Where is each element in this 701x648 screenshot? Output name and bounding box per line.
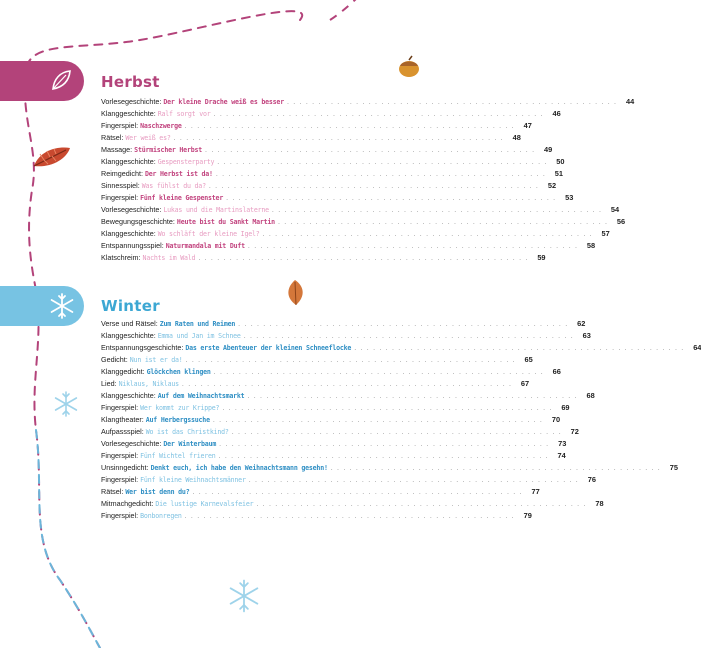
toc-row bbox=[101, 354, 533, 366]
dot-leader: . . . . . . . . . . . . . . . . . . . . . . . . . . . . . . . . . . . . . . . . . . . . . . . . . . . . . bbox=[222, 405, 553, 412]
toc-category: Massage: bbox=[101, 145, 133, 154]
toc-entry-title: Der kleine Drache weiß es besser bbox=[163, 98, 284, 106]
dot-leader: . . . . . . . . . . . . . . . . . . . . . . . . . . . . . . . . . . . . . . . . . . . . . . . . . . . . . bbox=[192, 489, 523, 496]
toc-row bbox=[101, 204, 620, 216]
toc-row bbox=[101, 132, 521, 144]
page-number: 50 bbox=[556, 157, 565, 166]
page-number: 72 bbox=[570, 427, 579, 436]
toc-entry-title: Zum Raten und Reimen bbox=[159, 320, 236, 328]
toc-row bbox=[101, 156, 565, 168]
toc-category: Klanggeschichte: bbox=[101, 229, 156, 238]
page-number: 70 bbox=[551, 415, 561, 424]
toc-row bbox=[101, 318, 586, 330]
herbst-tab bbox=[0, 61, 84, 101]
page-number: 77 bbox=[531, 487, 540, 496]
acorn-icon bbox=[396, 55, 422, 79]
page-number: 57 bbox=[601, 229, 610, 238]
toc-entry-title: Der Herbst ist da! bbox=[144, 170, 213, 178]
toc-entry-title: Stürmischer Herbst bbox=[134, 146, 203, 154]
dot-leader: . . . . . . . . . . . . . . . . . . . . . . . . . . . . . . . . . . . . . . . . . . . . . . . . . . . . . bbox=[354, 345, 685, 352]
toc-entry-title: Ralf sorgt vor bbox=[157, 110, 211, 118]
dot-leader: . . . . . . . . . . . . . . . . . . . . . . . . . . . . . . . . . . . . . . . . . . . . . . . . . . . . . bbox=[184, 123, 515, 130]
toc-entry-title: Wer weiß es? bbox=[125, 134, 171, 142]
page-number: 78 bbox=[595, 499, 604, 508]
toc-category: Fingerspiel: bbox=[101, 451, 139, 460]
toc-row bbox=[101, 330, 591, 342]
toc-entry-title: Naturmandala mit Duft bbox=[165, 242, 245, 250]
toc-row bbox=[101, 366, 561, 378]
dot-leader: . . . . . . . . . . . . . . . . . . . . . . . . . . . . . . . . . . . . . . . . . . . . . . . . . . . . . bbox=[205, 147, 536, 154]
dot-leader: . . . . . . . . . . . . . . . . . . . . . . . . . . . . . . . . . . . . . . . . . . . . . . . . . . . . . bbox=[330, 465, 661, 472]
toc-row bbox=[101, 450, 566, 462]
page-number: 67 bbox=[520, 379, 530, 388]
toc-entry-title: Glöckchen klingen bbox=[146, 368, 211, 376]
toc-entry-title: Lukas und die Martinslaterne bbox=[163, 206, 269, 214]
toc-entry-title: Auf Herbergssuche bbox=[145, 416, 210, 424]
dot-leader: . . . . . . . . . . . . . . . . . . . . . . . . . . . . . . . . . . . . . . . . . . . . . . . . . . . . . bbox=[247, 393, 578, 400]
toc-entry-title: Der Winterbaum bbox=[163, 440, 217, 448]
toc-entry-title: Wer kommt zur Krippe? bbox=[140, 404, 220, 412]
dot-leader: . . . . . . . . . . . . . . . . . . . . . . . . . . . . . . . . . . . . . . . . . . . . . . . . . . . . . bbox=[238, 321, 569, 328]
page-number: 64 bbox=[693, 343, 701, 352]
toc-category: Vorlesegeschichte: bbox=[101, 205, 162, 214]
dot-leader: . . . . . . . . . . . . . . . . . . . . . . . . . . . . . . . . . . . . . . . . . . . . . . . . . . . . . bbox=[248, 477, 579, 484]
dot-leader: . . . . . . . . . . . . . . . . . . . . . . . . . . . . . . . . . . . . . . . . . . . . . . . . . . . . . bbox=[198, 255, 529, 262]
page-number: 56 bbox=[616, 217, 626, 226]
toc-entry-title: Denkt euch, ich habe den Weihnachtsmann gesehn! bbox=[150, 464, 328, 472]
toc-category: Vorlesegeschichte: bbox=[101, 439, 162, 448]
toc-entry-title: Heute bist du Sankt Martin bbox=[176, 218, 275, 226]
toc-category: Vorlesegeschichte: bbox=[101, 97, 162, 106]
toc-row bbox=[101, 438, 567, 450]
toc-row bbox=[101, 414, 561, 426]
page-number: 62 bbox=[577, 319, 586, 328]
toc-category: Klanggeschichte: bbox=[101, 109, 156, 118]
toc-row bbox=[101, 240, 596, 252]
dot-leader: . . . . . . . . . . . . . . . . . . . . . . . . . . . . . . . . . . . . . . . . . . . . . . . . . . . . . bbox=[226, 195, 557, 202]
feather-leaf-icon bbox=[30, 142, 74, 172]
section-title-herbst: Herbst bbox=[101, 73, 160, 91]
toc-entry-title: Fünf kleine Gespenster bbox=[140, 194, 224, 202]
page-number: 63 bbox=[582, 331, 591, 340]
dot-leader: . . . . . . . . . . . . . . . . . . . . . . . . . . . . . . . . . . . . . . . . . . . . . . . . . . . . . bbox=[286, 99, 618, 106]
page-number: 54 bbox=[610, 205, 620, 214]
toc-entry-title: Wer bist denn du? bbox=[125, 488, 190, 496]
toc-entry-title: Gespensterparty bbox=[157, 158, 215, 166]
toc-row bbox=[101, 108, 561, 120]
toc-row bbox=[101, 486, 540, 498]
toc-category: Lied: bbox=[101, 379, 117, 388]
toc-entry-title: Fünf Wichtel frieren bbox=[140, 452, 216, 460]
snowflake-icon bbox=[52, 390, 80, 418]
toc-category: Klanggeschichte: bbox=[101, 391, 156, 400]
toc-category: Klanggedicht: bbox=[101, 367, 145, 376]
toc-row bbox=[101, 120, 532, 132]
toc-category: Sinnesspiel: bbox=[101, 181, 140, 190]
toc-entry-title: Nachts im Wald bbox=[142, 254, 196, 262]
toc-entry-title: Was fühlst du da? bbox=[141, 182, 206, 190]
toc-category: Klangtheater: bbox=[101, 415, 144, 424]
snowflake-icon bbox=[226, 578, 262, 614]
dot-leader: . . . . . . . . . . . . . . . . . . . . . . . . . . . . . . . . . . . . . . . . . . . . . . . . . . . . . bbox=[219, 441, 550, 448]
page-number: 58 bbox=[586, 241, 596, 250]
toc-row bbox=[101, 426, 579, 438]
toc-entry-title: Das erste Abenteuer der kleinen Schneeflocke bbox=[185, 344, 352, 352]
toc-entry-title: Naschzwerge bbox=[140, 122, 182, 130]
page-number: 48 bbox=[512, 133, 521, 142]
toc-category: Klanggeschichte: bbox=[101, 157, 156, 166]
dot-leader: . . . . . . . . . . . . . . . . . . . . . . . . . . . . . . . . . . . . . . . . . . . . . . . . . . . . . bbox=[217, 159, 548, 166]
winter-tab bbox=[0, 286, 84, 326]
page-number: 65 bbox=[524, 355, 533, 364]
toc-category: Fingerspiel: bbox=[101, 511, 139, 520]
toc-row bbox=[101, 378, 530, 390]
page-number: 51 bbox=[554, 169, 564, 178]
dot-leader: . . . . . . . . . . . . . . . . . . . . . . . . . . . . . . . . . . . . . . . . . . . . . . . . . . . . . bbox=[213, 111, 544, 118]
toc-row bbox=[101, 510, 532, 522]
page-number: 44 bbox=[625, 97, 635, 106]
toc-row bbox=[101, 402, 570, 414]
dot-leader: . . . . . . . . . . . . . . . . . . . . . . . . . . . . . . . . . . . . . . . . . . . . . . . . . . . . . bbox=[215, 171, 547, 178]
toc-entry-title: Wo ist das Christkind? bbox=[145, 428, 229, 436]
toc-category: Klanggeschichte: bbox=[101, 331, 156, 340]
toc-row bbox=[101, 96, 635, 108]
page-number: 47 bbox=[523, 121, 532, 130]
toc-category: Entspannungsspiel: bbox=[101, 241, 164, 250]
autumn-leaf-icon bbox=[282, 278, 308, 308]
dot-leader: . . . . . . . . . . . . . . . . . . . . . . . . . . . . . . . . . . . . . . . . . . . . . . . . . . . . . bbox=[213, 369, 544, 376]
toc-row bbox=[101, 216, 626, 228]
toc-row bbox=[101, 462, 678, 474]
dot-leader: . . . . . . . . . . . . . . . . . . . . . . . . . . . . . . . . . . . . . . . . . . . . . . . . . . . . . bbox=[271, 207, 603, 214]
toc-entry-title: Fünf kleine Weihnachtsmänner bbox=[140, 476, 246, 484]
toc-entry-title: Bonbonregen bbox=[140, 512, 182, 520]
toc-row bbox=[101, 228, 610, 240]
toc-entry-title: Nun ist er da! bbox=[129, 356, 183, 364]
toc-category: Fingerspiel: bbox=[101, 121, 139, 130]
toc-category: Verse und Rätsel: bbox=[101, 319, 158, 328]
toc-entry-title: Die lustige Karnevalsfeier bbox=[155, 500, 254, 508]
toc-row bbox=[101, 498, 604, 510]
toc-category: Entspannungsgeschichte: bbox=[101, 343, 184, 352]
toc-category: Rätsel: bbox=[101, 133, 124, 142]
dot-leader: . . . . . . . . . . . . . . . . . . . . . . . . . . . . . . . . . . . . . . . . . . . . . . . . . . . . . bbox=[243, 333, 574, 340]
toc-row bbox=[101, 390, 595, 402]
section-title-winter: Winter bbox=[101, 297, 160, 315]
toc-row bbox=[101, 474, 596, 486]
toc-entry-title: Auf dem Weihnachtsmarkt bbox=[157, 392, 245, 400]
page-number: 53 bbox=[565, 193, 574, 202]
page-number: 69 bbox=[561, 403, 570, 412]
toc-category: Gedicht: bbox=[101, 355, 128, 364]
page-number: 76 bbox=[587, 475, 596, 484]
dot-leader: . . . . . . . . . . . . . . . . . . . . . . . . . . . . . . . . . . . . . . . . . . . . . . . . . . . . . bbox=[185, 357, 516, 364]
toc-category: Fingerspiel: bbox=[101, 193, 139, 202]
toc-category: Unsinngedicht: bbox=[101, 463, 149, 472]
toc-category: Reimgedicht: bbox=[101, 169, 143, 178]
page-number: 74 bbox=[557, 451, 566, 460]
toc-category: Bewegungsgeschichte: bbox=[101, 217, 175, 226]
toc-category: Mitmachgedicht: bbox=[101, 499, 154, 508]
toc-row bbox=[101, 342, 701, 354]
dot-leader: . . . . . . . . . . . . . . . . . . . . . . . . . . . . . . . . . . . . . . . . . . . . . . . . . . . . . bbox=[247, 243, 579, 250]
toc-list-herbst bbox=[101, 96, 635, 264]
toc-entry-title: Wo schläft der kleine Igel? bbox=[157, 230, 260, 238]
page-number: 52 bbox=[547, 181, 557, 190]
page-number: 75 bbox=[669, 463, 678, 472]
dot-leader: . . . . . . . . . . . . . . . . . . . . . . . . . . . . . . . . . . . . . . . . . . . . . . . . . . . . . bbox=[231, 429, 562, 436]
toc-list-winter bbox=[101, 318, 701, 522]
toc-row bbox=[101, 168, 564, 180]
page-number: 73 bbox=[558, 439, 567, 448]
toc-row bbox=[101, 192, 574, 204]
toc-category: Rätsel: bbox=[101, 487, 124, 496]
page-number: 46 bbox=[552, 109, 561, 118]
toc-category: Klatschreim: bbox=[101, 253, 141, 262]
page-number: 79 bbox=[523, 511, 532, 520]
snowflake-icon bbox=[48, 292, 76, 320]
dot-leader: . . . . . . . . . . . . . . . . . . . . . . . . . . . . . . . . . . . . . . . . . . . . . . . . . . . . . bbox=[212, 417, 544, 424]
page-number: 68 bbox=[586, 391, 595, 400]
page-number: 49 bbox=[544, 145, 553, 154]
dot-leader: . . . . . . . . . . . . . . . . . . . . . . . . . . . . . . . . . . . . . . . . . . . . . . . . . . . . . bbox=[218, 453, 549, 460]
page-number: 66 bbox=[552, 367, 561, 376]
toc-entry-title: Emma und Jan im Schnee bbox=[157, 332, 241, 340]
dot-leader: . . . . . . . . . . . . . . . . . . . . . . . . . . . . . . . . . . . . . . . . . . . . . . . . . . . . . bbox=[277, 219, 609, 226]
dot-leader: . . . . . . . . . . . . . . . . . . . . . . . . . . . . . . . . . . . . . . . . . . . . . . . . . . . . . bbox=[173, 135, 504, 142]
toc-entry-title: Niklaus, Niklaus bbox=[118, 380, 179, 388]
toc-category: Aufpassspiel: bbox=[101, 427, 144, 436]
toc-row bbox=[101, 144, 553, 156]
toc-row bbox=[101, 180, 557, 192]
page-number: 59 bbox=[537, 253, 546, 262]
dot-leader: . . . . . . . . . . . . . . . . . . . . . . . . . . . . . . . . . . . . . . . . . . . . . . . . . . . . . bbox=[262, 231, 593, 238]
dot-leader: . . . . . . . . . . . . . . . . . . . . . . . . . . . . . . . . . . . . . . . . . . . . . . . . . . . . . bbox=[184, 513, 515, 520]
dot-leader: . . . . . . . . . . . . . . . . . . . . . . . . . . . . . . . . . . . . . . . . . . . . . . . . . . . . . bbox=[256, 501, 587, 508]
leaf-icon bbox=[48, 67, 74, 93]
dot-leader: . . . . . . . . . . . . . . . . . . . . . . . . . . . . . . . . . . . . . . . . . . . . . . . . . . . . . bbox=[208, 183, 540, 190]
toc-row bbox=[101, 252, 546, 264]
dot-leader: . . . . . . . . . . . . . . . . . . . . . . . . . . . . . . . . . . . . . . . . . . . . . . . . . . . . . bbox=[181, 381, 513, 388]
toc-category: Fingerspiel: bbox=[101, 475, 139, 484]
toc-category: Fingerspiel: bbox=[101, 403, 139, 412]
